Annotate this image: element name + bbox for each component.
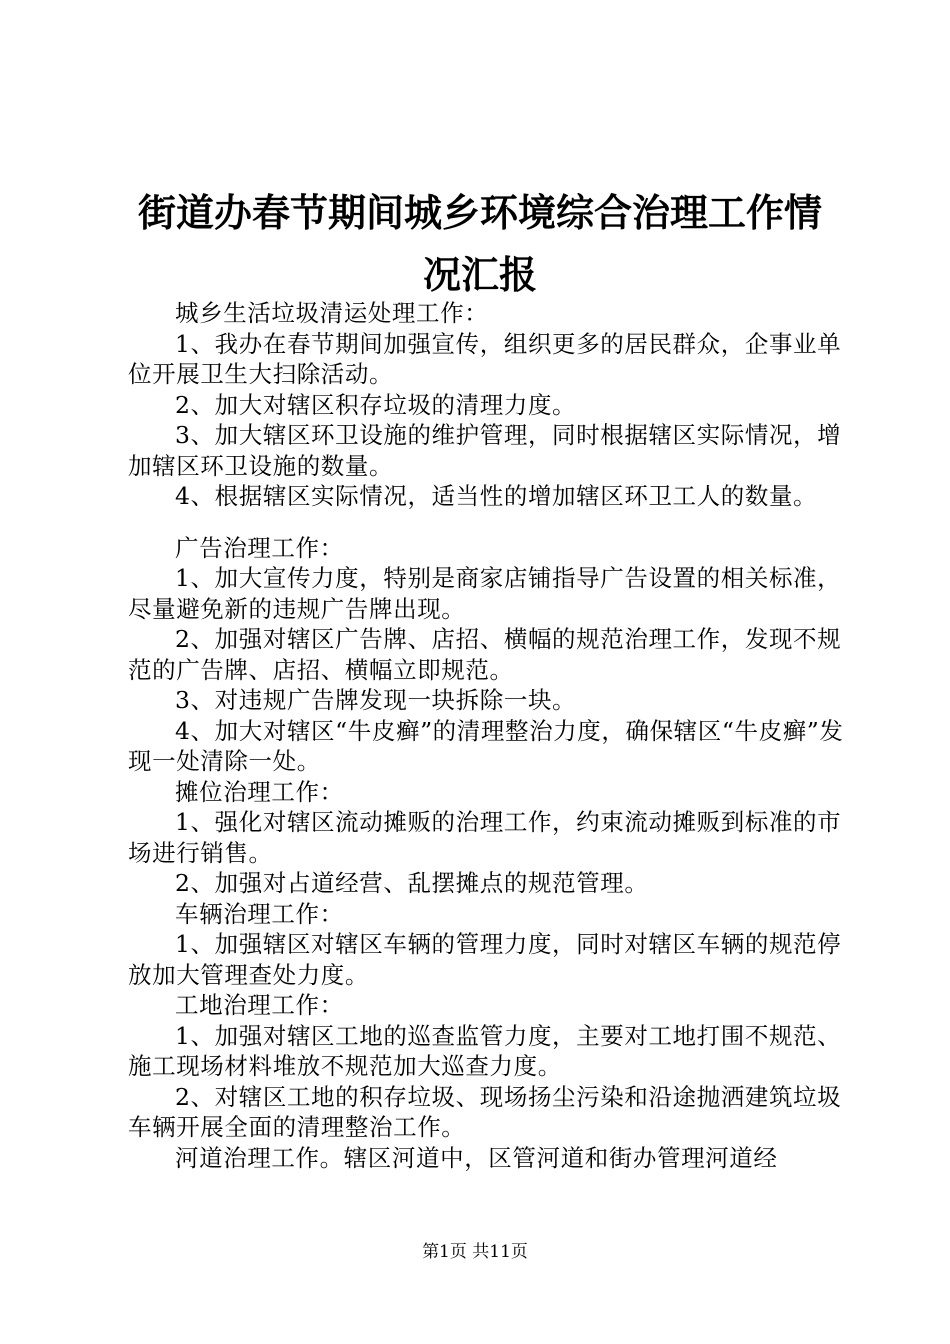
- paragraph: 3、对违规广告牌发现一块拆除一块。: [175, 686, 577, 714]
- paragraph-gap: [128, 512, 848, 533]
- paragraph: 河道治理工作。辖区河道中，区管河道和街办管理河道经: [175, 1143, 778, 1172]
- paragraph: 1、加强辖区对辖区车辆的管理力度，同时对辖区车辆的规范停放加大管理查处力度。: [128, 930, 842, 989]
- document-body: [128, 298, 848, 1173]
- page-number-footer: 第1页 共11页: [422, 1242, 528, 1262]
- paragraph: 2、加强对占道经营、乱摆摊点的规范管理。: [175, 869, 649, 897]
- paragraph: 3、加大辖区环卫设施的维护管理，同时根据辖区实际情况，增加辖区环卫设施的数量。: [128, 421, 842, 480]
- paragraph: 4、根据辖区实际情况，适当性的增加辖区环卫工人的数量。: [175, 482, 818, 510]
- section-heading: 摊位治理工作：: [175, 777, 344, 806]
- paragraph: 4、加大对辖区“牛皮癣”的清理整治力度，确保辖区“牛皮癣”发现一处清除一处。: [128, 716, 844, 775]
- paragraph: 2、加强对辖区广告牌、店招、横幅的规范治理工作，发现不规范的广告牌、店招、横幅立即规范。: [128, 625, 842, 684]
- paragraph: 1、加大宣传力度，特别是商家店铺指导广告设置的相关标准，尽量避免新的违规广告牌出现。: [128, 564, 842, 623]
- paragraph: 2、加大对辖区积存垃圾的清理力度。: [175, 390, 577, 419]
- paragraph: 1、强化对辖区流动摊贩的治理工作，约束流动摊贩到标准的市场进行销售。: [128, 808, 842, 867]
- section-heading: 广告治理工作：: [175, 533, 344, 562]
- section-heading: 城乡生活垃圾清运处理工作：: [175, 299, 489, 327]
- paragraph: 2、对辖区工地的积存垃圾、现场扬尘污染和沿途抛洒建筑垃圾车辆开展全面的清理整治工作。: [128, 1082, 842, 1141]
- document-title: 街道办春节期间城乡环境综合治理工作情况汇报: [137, 190, 822, 297]
- paragraph: 1、我办在春节期间加强宣传，组织更多的居民群众，企事业单位开展卫生大扫除活动。: [128, 329, 842, 388]
- section-heading: 工地治理工作：: [175, 991, 344, 1019]
- section-heading: 车辆治理工作：: [175, 899, 344, 928]
- paragraph: 1、加强对辖区工地的巡查监管力度，主要对工地打围不规范、施工现场材料堆放不规范加大巡查力度。: [128, 1021, 842, 1080]
